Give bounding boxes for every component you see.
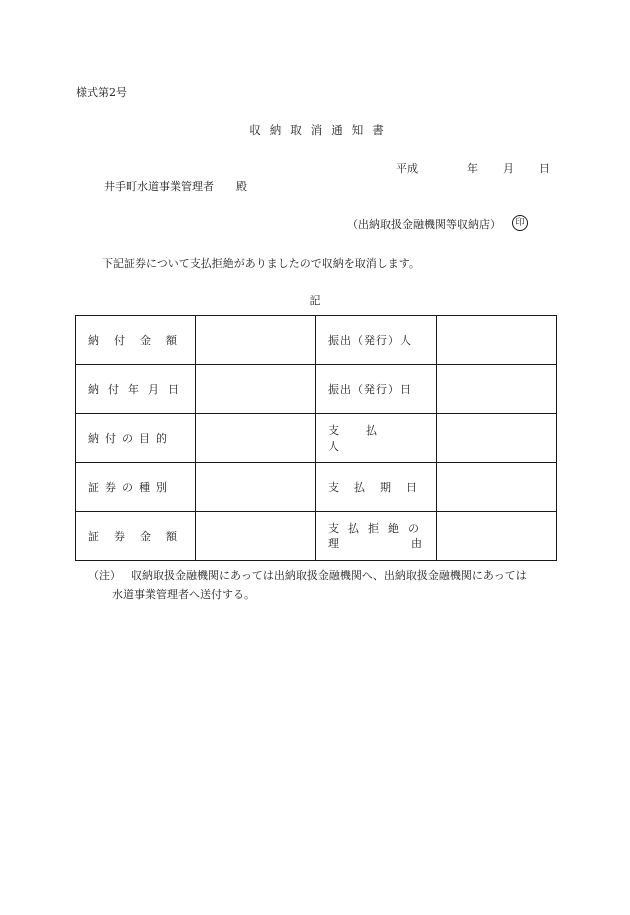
cell-value-payment-date[interactable]	[196, 365, 316, 414]
cell-value-issue-date[interactable]	[437, 365, 557, 414]
cell-label-payer: 支払人	[316, 414, 437, 463]
date-year-unit: 年	[467, 162, 478, 175]
table-row	[76, 512, 557, 561]
cell-label-security-type: 証券の種別	[76, 463, 196, 512]
issuer-label: （出納取扱金融機関等収納店）	[347, 218, 501, 231]
date-day-unit: 日	[539, 162, 550, 175]
date-era: 平成	[396, 162, 418, 175]
body-text: 下記証券について支払拒絶がありましたので収納を取消します。	[102, 257, 420, 270]
ki-heading: 記	[309, 294, 321, 307]
cell-value-drawer[interactable]	[437, 316, 557, 365]
cell-value-security-amount[interactable]	[196, 512, 316, 561]
cell-label-payment-purpose: 納付の目的	[76, 414, 196, 463]
table-row	[76, 365, 557, 414]
cell-value-payment-amount[interactable]	[196, 316, 316, 365]
cell-label-payment-date: 納付年月日	[76, 365, 196, 414]
cell-label-refusal-reason	[316, 512, 437, 561]
addressee-honorific: 殿	[236, 180, 247, 193]
seal-icon: 印	[512, 215, 528, 231]
date-line	[396, 160, 550, 176]
cell-label-issue-date: 振出（発行）日	[316, 365, 437, 414]
cell-label-due-date: 支払期日	[316, 463, 437, 512]
cell-value-due-date[interactable]	[437, 463, 557, 512]
footnote-line1: 収納取扱金融機関にあっては出納取扱金融機関へ、出納取扱金融機関にあっては	[131, 569, 527, 582]
table-row	[76, 316, 557, 365]
cell-value-payer[interactable]	[437, 414, 557, 463]
addressee-name: 井手町水道事業管理者	[104, 180, 214, 193]
details-table	[75, 315, 557, 561]
cell-value-security-type[interactable]	[196, 463, 316, 512]
form-number: 様式第2号	[76, 86, 127, 99]
cell-value-payment-purpose[interactable]	[196, 414, 316, 463]
footnote-line2: 水道事業管理者へ送付する。	[112, 588, 255, 601]
cell-label-security-amount: 証券金額	[76, 512, 196, 561]
date-month-unit: 月	[503, 162, 514, 175]
footnote-mark: （注）	[88, 569, 121, 582]
footnote	[88, 566, 527, 604]
document-title: 収納取消通知書	[249, 123, 393, 137]
table-row	[76, 414, 557, 463]
cell-label-drawer: 振出（発行）人	[316, 316, 437, 365]
addressee	[104, 178, 247, 194]
cell-value-refusal-reason[interactable]	[437, 512, 557, 561]
table-row	[76, 463, 557, 512]
refusal-reason-line2: 理 由	[328, 537, 422, 550]
refusal-reason-line1: 支払拒絶の	[328, 522, 428, 535]
cell-label-payment-amount: 納付金額	[76, 316, 196, 365]
